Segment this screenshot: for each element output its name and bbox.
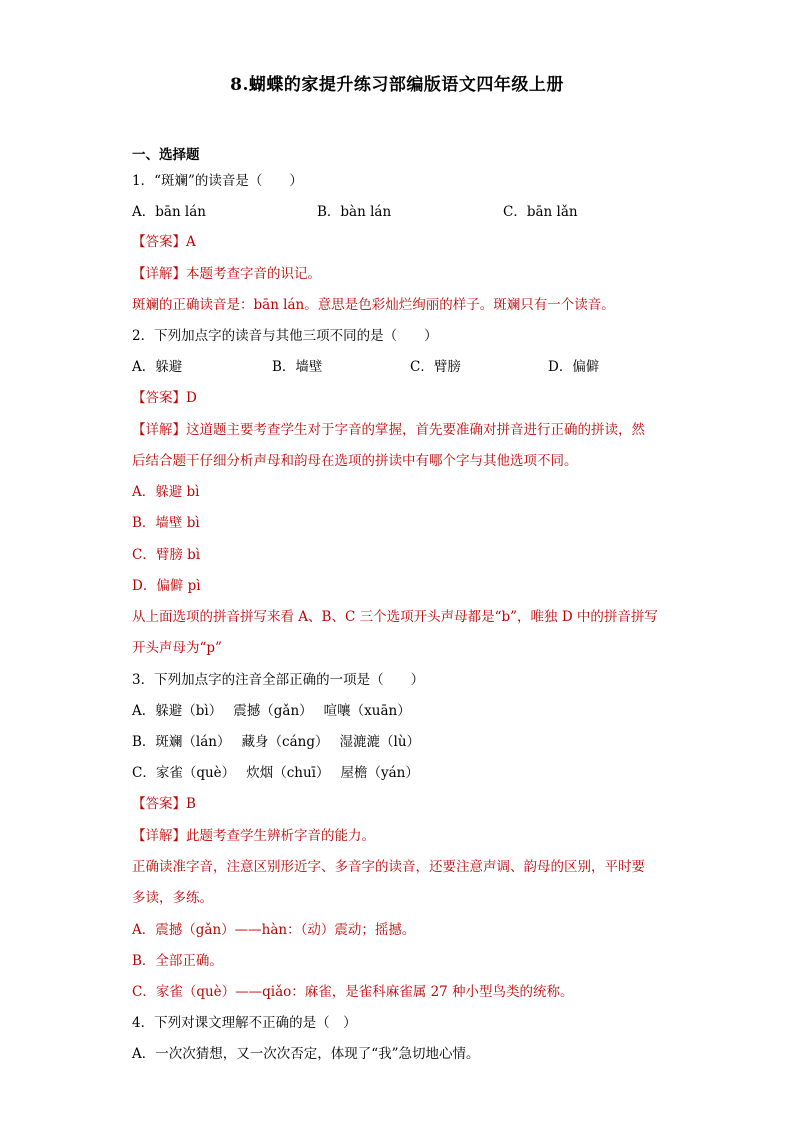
- q2-detail-line-2: 后结合题干仔细分析声母和韵母在选项的拼读中有哪个字与其他选项不同。: [132, 453, 578, 469]
- q2-analysis-b: B．墙壁 bì: [132, 515, 200, 531]
- q2-analysis-c: C．臂膀 bì: [132, 547, 201, 563]
- q3-analysis-c: C．家雀（què）——qiǎo：麻雀，是雀科麻雀属 27 种小型鸟类的统称。: [132, 984, 574, 1000]
- q1-option-c: C．bān lǎn: [503, 204, 578, 220]
- q2-analysis-a: A．躲避 bì: [132, 484, 200, 500]
- q3-explanation-line-2: 多读，多练。: [132, 890, 213, 906]
- q2-summary-line-2: 开头声母为“p”: [132, 640, 222, 656]
- q3-detail: 【详解】此题考查学生辨析字音的能力。: [132, 828, 375, 844]
- section-heading: 一、选择题: [132, 147, 200, 163]
- q2-option-c: C．臂膀: [410, 359, 461, 375]
- q2-analysis-d: D．偏僻 pì: [132, 578, 201, 594]
- q4-option-a: A．一次次猜想，又一次次否定，体现了“我”急切地心情。: [132, 1046, 480, 1062]
- q2-option-d: D．偏僻: [548, 359, 600, 375]
- q3-option-a: A．躲避（bì） 震撼（gǎn） 喧嚷（xuān）: [132, 703, 411, 719]
- q3-answer: 【答案】B: [132, 796, 196, 812]
- q2-option-a: A．躲避: [132, 359, 183, 375]
- question-3-stem: 3．下列加点字的注音全部正确的一项是（ ）: [132, 672, 425, 688]
- q1-option-a: A．bān lán: [132, 204, 206, 220]
- q3-analysis-b: B．全部正确。: [132, 953, 223, 969]
- q1-detail: 【详解】本题考查字音的识记。: [132, 266, 321, 282]
- q2-summary-line-1: 从上面选项的拼音拼写来看 A、B、C 三个选项开头声母都是“b”，唯独 D 中的拼音拼写: [132, 609, 658, 625]
- q2-detail-line-1: 【详解】这道题主要考查学生对于字音的掌握，首先要准确对拼音进行正确的拼读，然: [132, 422, 645, 438]
- question-2-stem: 2．下列加点字的读音与其他三项不同的是（ ）: [132, 328, 438, 344]
- question-1-stem: 1．“斑斓”的读音是（ ）: [132, 173, 303, 189]
- q1-explanation: 斑斓的正确读音是：bān lán。意思是色彩灿烂绚丽的样子。斑斓只有一个读音。: [132, 297, 615, 313]
- q2-answer: 【答案】D: [132, 390, 197, 406]
- q2-option-b: B．墙壁: [272, 359, 323, 375]
- question-4-stem: 4．下列对课文理解不正确的是（ ）: [132, 1015, 357, 1031]
- q3-option-b: B．斑斓（lán） 藏身（cáng） 湿漉漉（lù）: [132, 734, 421, 750]
- page-title: 8.蝴蝶的家提升练习部编版语文四年级上册: [230, 75, 564, 95]
- q3-analysis-a: A．震撼（gǎn）——hàn：（动）震动；摇撼。: [132, 922, 416, 938]
- q3-option-c: C．家雀（què） 炊烟（chuī） 屋檐（yán）: [132, 765, 419, 781]
- q3-explanation-line-1: 正确读准字音，注意区别形近字、多音字的读音，还要注意声调、韵母的区别，平时要: [132, 859, 645, 875]
- q1-answer: 【答案】A: [132, 234, 196, 250]
- q1-option-b: B．bàn lán: [317, 204, 392, 220]
